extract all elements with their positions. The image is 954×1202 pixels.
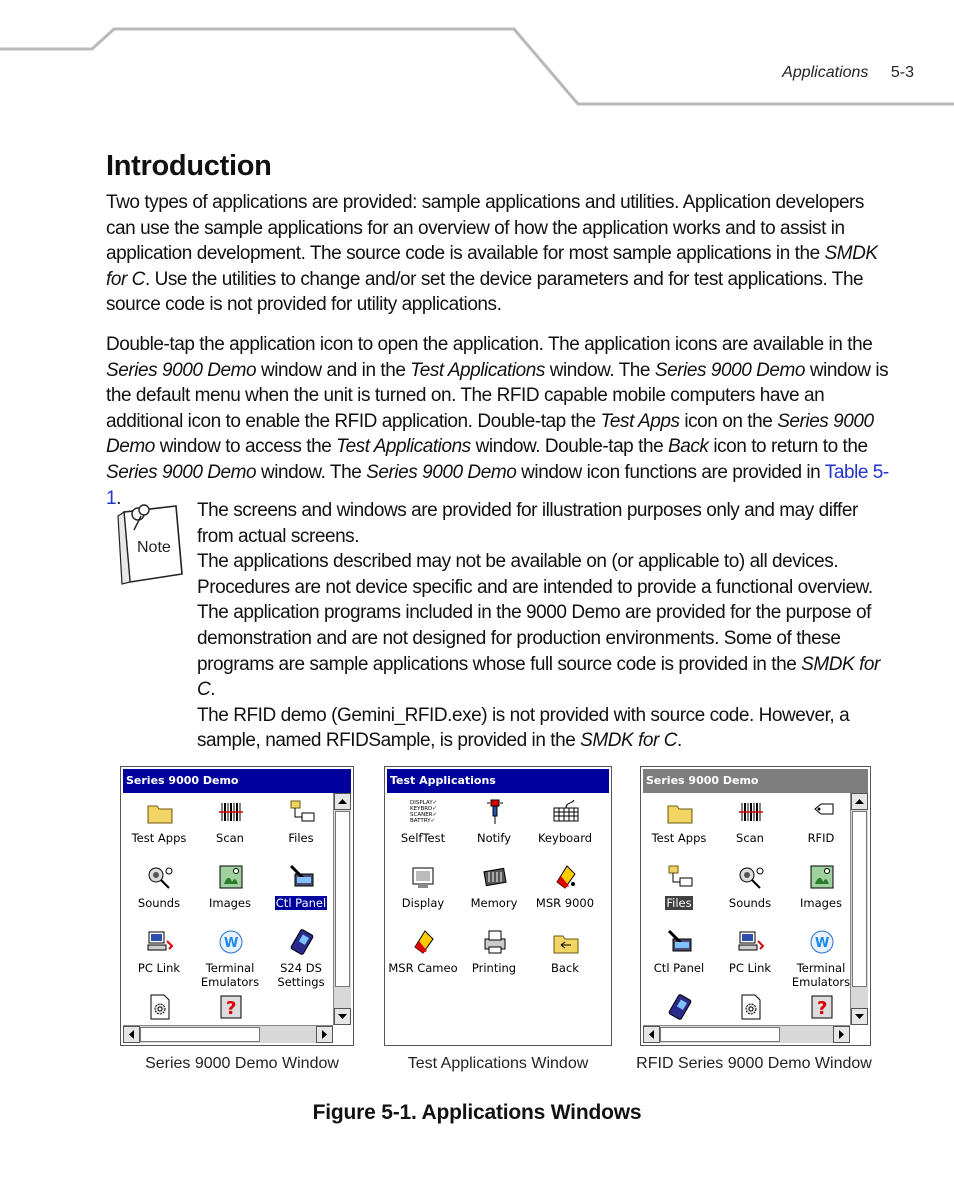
app-icon-label-text: RFID — [807, 831, 835, 845]
app-icon-test-apps[interactable] — [123, 795, 195, 859]
app-icon-label-text: MSR 9000 — [535, 896, 595, 910]
speaker-icon — [145, 862, 175, 892]
italic-term: Back — [668, 436, 709, 458]
scroll-thumb[interactable] — [335, 811, 350, 987]
scroll-left-button[interactable] — [123, 1026, 140, 1043]
app-icon-label-text: Ctl Panel — [653, 961, 705, 975]
control-panel-icon — [665, 927, 695, 957]
scroll-up-button[interactable] — [851, 793, 868, 810]
intro-paragraph-2 — [106, 332, 896, 511]
series-9000-demo-window — [120, 766, 354, 1046]
italic-term: Test Apps — [600, 410, 680, 432]
scroll-left-button[interactable] — [643, 1026, 660, 1043]
folder-icon — [665, 797, 695, 827]
app-icon-display[interactable] — [387, 860, 459, 924]
app-icon-scan[interactable] — [714, 795, 786, 859]
app-icon-label — [194, 961, 266, 989]
rfid-tag-icon — [807, 797, 837, 827]
app-icon-sounds[interactable] — [714, 860, 786, 924]
app-icon-images[interactable] — [194, 860, 266, 924]
image-icon — [807, 862, 837, 892]
scroll-thumb[interactable] — [140, 1027, 260, 1042]
header-rule — [0, 0, 954, 110]
app-icon-label — [123, 896, 195, 910]
note-line — [197, 498, 897, 549]
app-icon-label — [458, 896, 530, 910]
app-icon-label — [265, 831, 337, 845]
app-icon-label — [458, 961, 530, 975]
text-run: Two types of applications are provided: sample applications and utilities. Application developers can use the sample applications for an overview of how the application works and to assist in application development. The source code is available for most sample applications in the — [106, 192, 864, 265]
app-icon-label-text: Back — [551, 961, 579, 975]
app-icon-label — [265, 896, 337, 910]
barcode-icon — [216, 797, 246, 827]
app-icon-label-text: Sounds — [728, 896, 772, 910]
text-run: icon to return to the — [708, 436, 868, 458]
text-run: window icon functions are provided in — [516, 461, 825, 483]
app-icon-selftest[interactable] — [387, 795, 459, 859]
italic-term: SMDK for C — [106, 243, 878, 290]
svg-text:?: ? — [226, 998, 237, 1019]
app-icon-back[interactable] — [529, 925, 601, 989]
app-icon-label — [643, 896, 715, 910]
app-icon-label-text: Files — [288, 831, 314, 845]
app-icon-label-text: Display — [401, 896, 445, 910]
app-icon-msr-9000[interactable] — [529, 860, 601, 924]
window-caption: RFID Series 9000 Demo Window — [636, 1055, 872, 1072]
msr-icon — [551, 862, 581, 892]
section-heading: Introduction — [106, 150, 272, 182]
app-icon-label — [194, 831, 266, 845]
app-icon-label — [714, 831, 786, 845]
note-text — [197, 498, 897, 754]
text-run: The application programs included in the 9000 Demo are provided for the purpose of demonstration and are not designed for production environments. Some of these programs are sample applications whose full source code is provided in the — [197, 602, 871, 675]
app-icon-label — [529, 961, 601, 975]
window-title: Series 9000 Demo — [643, 769, 868, 793]
speaker-icon — [736, 862, 766, 892]
app-icon-keyboard[interactable] — [529, 795, 601, 859]
app-icon-terminal-emulators[interactable] — [785, 925, 857, 989]
app-icon-label-text: Files — [666, 896, 692, 910]
text-run: window to access the — [154, 436, 337, 458]
scroll-down-button[interactable] — [851, 1008, 868, 1025]
italic-term: Series 9000 Demo — [106, 410, 874, 458]
scroll-right-button[interactable] — [316, 1026, 333, 1043]
display-icon — [409, 862, 439, 892]
italic-term: SMDK for C — [197, 653, 880, 701]
app-icon-label-text: Images — [799, 896, 842, 910]
note-icon — [110, 500, 190, 586]
app-icon-label — [529, 896, 601, 910]
running-head-section: Applications — [782, 64, 869, 81]
italic-term: SMDK for C — [580, 730, 678, 752]
scroll-down-button[interactable] — [334, 1008, 351, 1025]
app-icon-label-text: Printing — [471, 961, 517, 975]
italic-term: Series 9000 Demo — [106, 461, 257, 483]
text-run: window. The — [256, 461, 367, 483]
s24-icon — [287, 927, 317, 957]
app-icon-sounds[interactable] — [123, 860, 195, 924]
notify-icon — [480, 797, 510, 827]
app-icon-label — [123, 831, 195, 845]
italic-term: Test Applications — [410, 359, 545, 381]
app-icon-images[interactable] — [785, 860, 857, 924]
window-caption: Series 9000 Demo Window — [145, 1055, 339, 1072]
horizontal-scrollbar[interactable] — [123, 1025, 333, 1043]
window-title: Test Applications — [387, 769, 609, 793]
scroll-thumb[interactable] — [852, 811, 867, 987]
window-title: Series 9000 Demo — [123, 769, 351, 793]
italic-term: Series 9000 Demo — [366, 461, 517, 483]
app-icon-label-text: Notify — [477, 831, 511, 845]
app-icon-label-text: Test Apps — [131, 831, 187, 845]
app-icon-label-text: PC Link — [728, 961, 772, 975]
text-run: . — [116, 487, 121, 509]
app-icon-label — [785, 831, 857, 845]
control-panel-icon — [287, 862, 317, 892]
app-icon-pc-link[interactable] — [123, 925, 195, 989]
test-applications-window — [384, 766, 612, 1046]
app-icon-rfid[interactable] — [785, 795, 857, 859]
selftest-icon — [409, 797, 439, 827]
app-icon-label-text: Ctl Panel — [275, 896, 327, 910]
app-icon-printing[interactable] — [458, 925, 530, 989]
app-icon-label — [458, 831, 530, 845]
text-run: window. The — [544, 359, 655, 381]
app-icon-label-text: Images — [208, 896, 251, 910]
gear-doc-icon — [145, 992, 175, 1022]
text-run: . — [210, 679, 216, 701]
app-icon-s24-ds-settings[interactable] — [265, 925, 337, 989]
text-run: window is the default menu when the unit is turned on. The RFID capable mobile computers have an additional icon to enable the RFID application. Double-tap the — [106, 359, 889, 432]
app-icon-label — [785, 961, 857, 989]
app-icon-label — [265, 961, 337, 989]
terminal-icon — [807, 927, 837, 957]
app-icon-label-text: Test Apps — [651, 831, 707, 845]
app-icon-label — [529, 831, 601, 845]
vertical-scrollbar[interactable] — [850, 793, 868, 1025]
text-run: . Use the utilities to change and/or set the device parameters and for test applications. The source code is not provided for utility applications. — [106, 268, 864, 316]
note-icon-label: Note — [137, 539, 171, 556]
app-icon-label — [387, 961, 459, 975]
svg-text:DISPLAY✓: DISPLAY✓ — [410, 800, 438, 806]
app-icon-memory[interactable] — [458, 860, 530, 924]
table-link[interactable]: Table 5-1 — [106, 461, 889, 509]
folder-icon — [145, 797, 175, 827]
app-icon-label — [714, 961, 786, 975]
app-icon-pc-link[interactable] — [714, 925, 786, 989]
svg-text:BATTRY✓: BATTRY✓ — [410, 818, 436, 824]
app-icon-label — [785, 896, 857, 910]
italic-term: Series 9000 Demo — [654, 359, 806, 381]
app-icon-label-text: S24 DS Settings — [277, 961, 325, 989]
svg-text:W: W — [815, 936, 830, 951]
memory-icon — [480, 862, 510, 892]
note-line — [197, 549, 897, 600]
help-icon — [216, 992, 246, 1022]
pc-link-icon — [145, 927, 175, 957]
rfid-series-9000-demo-window — [640, 766, 871, 1046]
pc-link-icon — [736, 927, 766, 957]
app-icon-ctl-panel[interactable] — [643, 925, 715, 989]
app-icon-label — [643, 831, 715, 845]
app-icon-label-text: Scan — [216, 831, 244, 845]
app-icon-label-text: PC Link — [137, 961, 181, 975]
app-icon-label-text: MSR Cameo — [388, 961, 458, 975]
terminal-icon — [216, 927, 246, 957]
note-line — [197, 703, 897, 754]
text-run: window. Double-tap the — [470, 436, 669, 458]
scroll-up-button[interactable] — [334, 793, 351, 810]
app-icon-label-text: Terminal Emulators — [791, 961, 851, 989]
app-icon-label-text: Terminal Emulators — [200, 961, 260, 989]
text-run: . — [677, 730, 682, 752]
text-run: icon on the — [679, 410, 778, 432]
printer-icon — [480, 927, 510, 957]
scroll-thumb[interactable] — [660, 1027, 780, 1042]
figure-title: Figure 5-1. Applications Windows — [312, 1101, 642, 1124]
barcode-icon — [736, 797, 766, 827]
app-icon-terminal-emulators[interactable] — [194, 925, 266, 989]
horizontal-scrollbar[interactable] — [643, 1025, 850, 1043]
app-icon-ctl-panel[interactable] — [265, 860, 337, 924]
svg-text:KEYBRD✓: KEYBRD✓ — [410, 806, 437, 812]
app-icon-label-text: SelfTest — [400, 831, 446, 845]
text-run: window and in the — [256, 359, 411, 381]
app-icon-label — [123, 961, 195, 975]
app-icon-label — [643, 961, 715, 975]
gear-doc-icon — [736, 992, 766, 1022]
help-icon — [807, 992, 837, 1022]
app-icon-label — [714, 896, 786, 910]
svg-text:SCANER✓: SCANER✓ — [410, 812, 438, 818]
keyboard-icon — [551, 797, 581, 827]
text-run: The screens and windows are provided for illustration purposes only and may differ from actual screens. — [197, 500, 858, 547]
italic-term: Series 9000 Demo — [106, 359, 257, 381]
app-icon-scan[interactable] — [194, 795, 266, 859]
app-icon-files[interactable] — [643, 860, 715, 924]
app-icon-label — [387, 831, 459, 845]
window-caption: Test Applications Window — [407, 1055, 589, 1072]
app-icon-label — [387, 896, 459, 910]
intro-paragraph-1 — [106, 190, 896, 318]
app-icon-test-apps[interactable] — [643, 795, 715, 859]
msr-cameo-icon — [409, 927, 439, 957]
app-icon-notify[interactable] — [458, 795, 530, 859]
vertical-scrollbar[interactable] — [333, 793, 351, 1025]
files-icon — [665, 862, 695, 892]
app-icon-label-text: Sounds — [137, 896, 181, 910]
image-icon — [216, 862, 246, 892]
files-icon — [287, 797, 317, 827]
text-run: The RFID demo (Gemini_RFID.exe) is not provided with source code. However, a sample, named RFIDSample, is provided in the — [197, 704, 850, 752]
app-icon-label-text: Keyboard — [537, 831, 593, 845]
app-icon-label-text: Scan — [736, 831, 764, 845]
text-run: The applications described may not be available on (or applicable to) all devices. Procedures are not device specific and are intended to provide a functional overview. — [197, 551, 873, 598]
scroll-right-button[interactable] — [833, 1026, 850, 1043]
s24-icon — [665, 992, 695, 1022]
app-icon-label — [194, 896, 266, 910]
app-icon-msr-cameo[interactable] — [387, 925, 459, 989]
svg-text:W: W — [224, 936, 239, 951]
italic-term: Test Applications — [336, 436, 471, 458]
app-icon-label-text: Memory — [470, 896, 518, 910]
note-line — [197, 600, 897, 702]
app-icon-files[interactable] — [265, 795, 337, 859]
running-head — [782, 64, 914, 82]
back-folder-icon — [551, 927, 581, 957]
text-run: Double-tap the application icon to open the application. The application icons are available in the — [106, 334, 873, 355]
page-number: 5-3 — [890, 64, 914, 81]
svg-text:?: ? — [817, 998, 828, 1019]
